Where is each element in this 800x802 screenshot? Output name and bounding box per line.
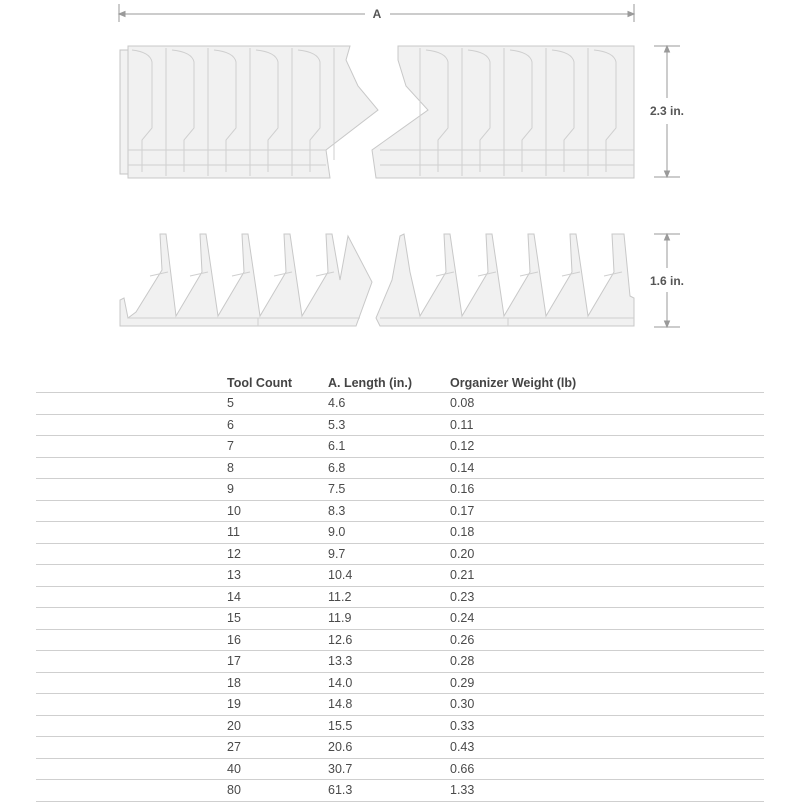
table-row bbox=[36, 479, 764, 501]
table-row bbox=[36, 651, 764, 673]
cell-weight: 0.28 bbox=[450, 651, 764, 673]
dimension-a-label: A bbox=[372, 7, 382, 21]
cell-weight: 0.08 bbox=[450, 393, 764, 415]
row-spacer bbox=[36, 672, 227, 694]
row-spacer bbox=[36, 758, 227, 780]
row-spacer bbox=[36, 479, 227, 501]
row-spacer bbox=[36, 436, 227, 458]
cell-length: 14.8 bbox=[328, 694, 450, 716]
cell-weight: 0.17 bbox=[450, 500, 764, 522]
cell-weight: 0.33 bbox=[450, 715, 764, 737]
top-view-left bbox=[120, 46, 378, 178]
row-spacer bbox=[36, 608, 227, 630]
cell-length: 61.3 bbox=[328, 780, 450, 802]
cell-length: 12.6 bbox=[328, 629, 450, 651]
row-spacer bbox=[36, 737, 227, 759]
cell-length: 6.8 bbox=[328, 457, 450, 479]
cell-tool-count: 7 bbox=[227, 436, 328, 458]
organizer-diagram bbox=[0, 0, 800, 345]
cell-weight: 0.23 bbox=[450, 586, 764, 608]
cell-weight: 1.33 bbox=[450, 780, 764, 802]
cell-weight: 0.24 bbox=[450, 608, 764, 630]
table-row bbox=[36, 565, 764, 587]
row-spacer bbox=[36, 500, 227, 522]
cell-length: 11.2 bbox=[328, 586, 450, 608]
table-header-row bbox=[36, 373, 764, 393]
table-row bbox=[36, 522, 764, 544]
cell-tool-count: 5 bbox=[227, 393, 328, 415]
cell-tool-count: 80 bbox=[227, 780, 328, 802]
cell-tool-count: 16 bbox=[227, 629, 328, 651]
header-spacer bbox=[36, 373, 227, 393]
side-view-right bbox=[376, 234, 634, 326]
cell-length: 15.5 bbox=[328, 715, 450, 737]
table-row bbox=[36, 586, 764, 608]
cell-tool-count: 15 bbox=[227, 608, 328, 630]
table-row bbox=[36, 758, 764, 780]
cell-length: 7.5 bbox=[328, 479, 450, 501]
row-spacer bbox=[36, 565, 227, 587]
side-view-left bbox=[120, 234, 372, 326]
row-spacer bbox=[36, 543, 227, 565]
row-spacer bbox=[36, 414, 227, 436]
cell-tool-count: 20 bbox=[227, 715, 328, 737]
cell-length: 11.9 bbox=[328, 608, 450, 630]
table-body bbox=[36, 393, 764, 802]
cell-length: 6.1 bbox=[328, 436, 450, 458]
table-row bbox=[36, 780, 764, 802]
table-row bbox=[36, 457, 764, 479]
cell-tool-count: 11 bbox=[227, 522, 328, 544]
table-row bbox=[36, 672, 764, 694]
row-spacer bbox=[36, 629, 227, 651]
dimension-side-height-label: 1.6 in. bbox=[649, 274, 685, 288]
dimension-top-height-label: 2.3 in. bbox=[649, 104, 685, 118]
cell-tool-count: 6 bbox=[227, 414, 328, 436]
cell-tool-count: 27 bbox=[227, 737, 328, 759]
cell-length: 5.3 bbox=[328, 414, 450, 436]
row-spacer bbox=[36, 715, 227, 737]
row-spacer bbox=[36, 586, 227, 608]
table-row bbox=[36, 737, 764, 759]
spec-table bbox=[36, 373, 764, 802]
cell-tool-count: 17 bbox=[227, 651, 328, 673]
table-row bbox=[36, 393, 764, 415]
cell-tool-count: 12 bbox=[227, 543, 328, 565]
cell-weight: 0.20 bbox=[450, 543, 764, 565]
top-view-right bbox=[372, 46, 634, 178]
cell-weight: 0.43 bbox=[450, 737, 764, 759]
row-spacer bbox=[36, 522, 227, 544]
table-row bbox=[36, 414, 764, 436]
cell-weight: 0.21 bbox=[450, 565, 764, 587]
row-spacer bbox=[36, 651, 227, 673]
row-spacer bbox=[36, 393, 227, 415]
row-spacer bbox=[36, 694, 227, 716]
cell-weight: 0.14 bbox=[450, 457, 764, 479]
cell-tool-count: 19 bbox=[227, 694, 328, 716]
cell-length: 14.0 bbox=[328, 672, 450, 694]
cell-tool-count: 40 bbox=[227, 758, 328, 780]
cell-weight: 0.16 bbox=[450, 479, 764, 501]
table-row bbox=[36, 694, 764, 716]
cell-length: 8.3 bbox=[328, 500, 450, 522]
row-spacer bbox=[36, 457, 227, 479]
cell-length: 13.3 bbox=[328, 651, 450, 673]
cell-length: 9.7 bbox=[328, 543, 450, 565]
cell-length: 30.7 bbox=[328, 758, 450, 780]
table-row bbox=[36, 436, 764, 458]
header-tool-count: Tool Count bbox=[227, 373, 328, 393]
cell-tool-count: 13 bbox=[227, 565, 328, 587]
cell-weight: 0.26 bbox=[450, 629, 764, 651]
cell-length: 10.4 bbox=[328, 565, 450, 587]
cell-tool-count: 10 bbox=[227, 500, 328, 522]
table-row bbox=[36, 629, 764, 651]
header-weight: Organizer Weight (lb) bbox=[450, 373, 764, 393]
header-length: A. Length (in.) bbox=[328, 373, 450, 393]
cell-tool-count: 14 bbox=[227, 586, 328, 608]
cell-length: 9.0 bbox=[328, 522, 450, 544]
cell-tool-count: 8 bbox=[227, 457, 328, 479]
cell-weight: 0.66 bbox=[450, 758, 764, 780]
cell-length: 4.6 bbox=[328, 393, 450, 415]
cell-tool-count: 9 bbox=[227, 479, 328, 501]
cell-weight: 0.18 bbox=[450, 522, 764, 544]
row-spacer bbox=[36, 780, 227, 802]
cell-weight: 0.11 bbox=[450, 414, 764, 436]
cell-tool-count: 18 bbox=[227, 672, 328, 694]
cell-length: 20.6 bbox=[328, 737, 450, 759]
table-row bbox=[36, 608, 764, 630]
cell-weight: 0.29 bbox=[450, 672, 764, 694]
table-row bbox=[36, 500, 764, 522]
table-row bbox=[36, 715, 764, 737]
cell-weight: 0.12 bbox=[450, 436, 764, 458]
cell-weight: 0.30 bbox=[450, 694, 764, 716]
table-row bbox=[36, 543, 764, 565]
